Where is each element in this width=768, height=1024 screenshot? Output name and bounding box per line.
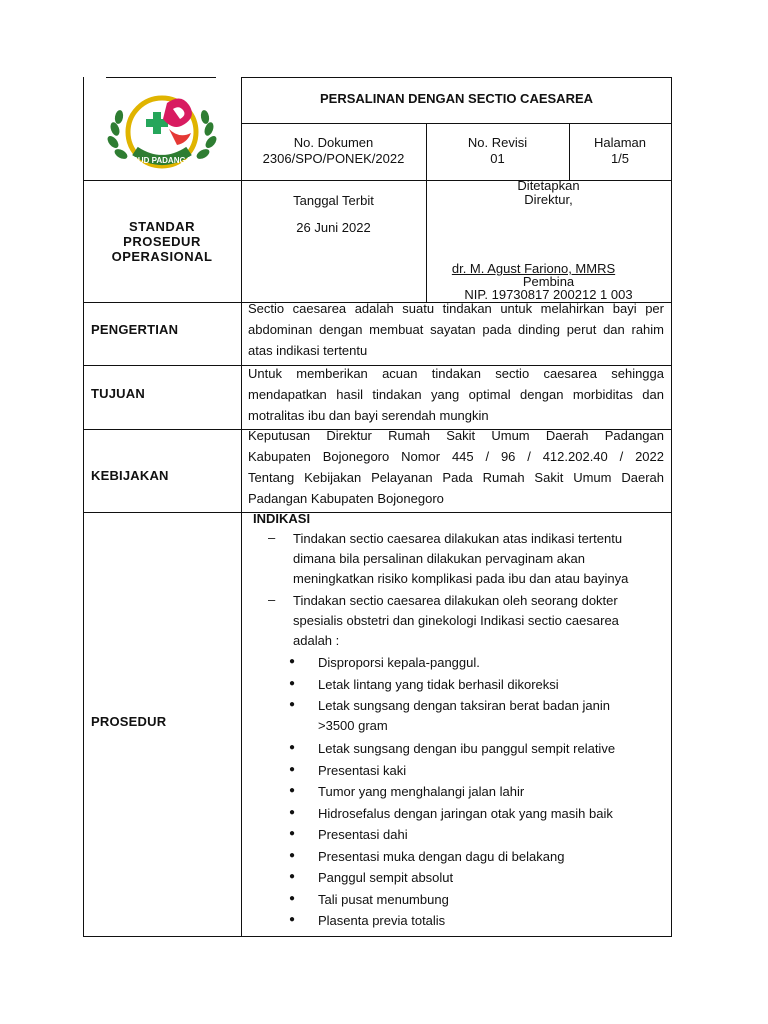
revision-value: 01 — [490, 151, 505, 166]
indikasi-bullet-item — [318, 696, 663, 736]
indikasi-bullet-line: Hidrosefalus dengan jaringan otak yang masih baik — [318, 805, 613, 821]
kebijakan-label: KEBIJAKAN — [91, 468, 169, 483]
indikasi-bullet-line: Tumor yang menghalangi jalan lahir — [318, 784, 525, 799]
indikasi-bullet-line: Letak sungsang dengan ibu panggul sempit relative — [318, 741, 616, 756]
indikasi-paragraph-1 — [293, 529, 663, 589]
indikasi-line: spesialis obstetri dan ginekologi Indikasi sectio caesarea — [293, 613, 619, 628]
pengertian-line: atas indikasi tertentu — [248, 343, 368, 358]
bullet-dot: ● — [289, 849, 296, 861]
director-signature-block — [426, 262, 671, 301]
indikasi-bullet-line: Presentasi kaki — [318, 762, 407, 778]
document-title: PERSALINAN DENGAN SECTIO CAESAREA — [319, 91, 594, 106]
page-cell — [569, 135, 671, 167]
kebijakan-line: Padangan Kabupaten Bojonegoro — [248, 491, 444, 506]
bottom-border — [83, 936, 672, 937]
kebijakan-line: Tentang Kebijakan Pelayanan Pada Rumah Sakit Umum Daerah — [248, 470, 664, 485]
page-label: Halaman — [593, 135, 647, 150]
director-rank: Pembina — [522, 274, 575, 289]
dash-marker: – — [268, 592, 276, 607]
issued-date-label: Tanggal Terbit — [293, 193, 374, 208]
tujuan-label: TUJUAN — [91, 386, 145, 401]
indikasi-bullet-item — [318, 825, 663, 845]
top-border-left-segment — [106, 77, 216, 78]
kebijakan-row-divider — [83, 512, 672, 513]
approval-block — [426, 179, 671, 207]
tujuan-line: Untuk memberikan acuan tindakan sectio caesarea sehingga — [248, 366, 664, 381]
indikasi-bullet-line: Presentasi muka dengan dagu di belakang — [318, 848, 565, 864]
indikasi-bullet-item — [318, 911, 663, 931]
indikasi-bullet-line: Plasenta previa totalis — [318, 913, 446, 928]
bullet-dot: ● — [289, 785, 296, 796]
bullet-dot: ● — [289, 656, 296, 667]
spo-line-3: OPERASIONAL — [111, 249, 213, 264]
director-name: dr. M. Agust Fariono, MMRS — [451, 261, 616, 276]
kebijakan-line: Kabupaten Bojonegoro Nomor 445 / 96 / 412.202.40 / 2022 — [248, 449, 664, 464]
pengertian-label: PENGERTIAN — [91, 322, 179, 337]
indikasi-bullet-line: Panggul sempit absolut — [318, 870, 454, 885]
document-number-value: 2306/SPO/PONEK/2022 — [262, 151, 405, 166]
document-number-cell — [241, 135, 426, 167]
indikasi-line: meningkatkan risiko komplikasi pada ibu dan atau bayinya — [293, 571, 629, 586]
bullet-dot: ● — [289, 828, 296, 839]
indikasi-line: Tindakan sectio caesarea dilakukan atas indikasi tertentu — [293, 531, 623, 546]
bullet-dot: ● — [289, 806, 296, 818]
kebijakan-line: Keputusan Direktur Rumah Sakit Umum Daerah Padangan — [248, 428, 664, 443]
bullet-dot: ● — [289, 892, 296, 904]
document-number-label: No. Dokumen — [293, 135, 374, 150]
approved-line-2: Direktur, — [524, 192, 573, 207]
title-row-divider — [241, 123, 672, 124]
indikasi-bullet-item — [318, 847, 663, 867]
indikasi-bullet-line: Presentasi dahi — [318, 827, 408, 842]
bullet-dot: ● — [289, 699, 296, 710]
approved-line-1: Ditetapkan — [517, 178, 580, 193]
prosedur-label: PROSEDUR — [91, 714, 167, 729]
spo-line-2: PROSEDUR — [123, 234, 201, 249]
director-nip: NIP. 19730817 200212 1 003 — [464, 287, 633, 302]
bullet-dot: ● — [289, 914, 296, 925]
dash-marker: – — [268, 530, 276, 545]
tujuan-line: motralitas ibu dan bayi serendah mungkin — [248, 408, 489, 423]
tujuan-text — [248, 363, 664, 426]
revision-cell — [426, 135, 569, 167]
indikasi-bullet-item — [318, 782, 663, 802]
pengertian-text — [248, 298, 664, 361]
indikasi-bullet-item — [318, 653, 663, 673]
hospital-logo — [103, 87, 223, 172]
indikasi-bullet-line: Disproporsi kepala-panggul. — [318, 655, 480, 670]
left-border — [83, 77, 84, 937]
spo-label — [83, 219, 241, 264]
indikasi-bullet-item — [318, 868, 663, 888]
kebijakan-text — [248, 425, 664, 509]
indikasi-title: INDIKASI — [253, 511, 311, 526]
sop-document-table — [83, 77, 672, 937]
indikasi-line: adalah : — [293, 633, 340, 648]
bullet-dot: ● — [289, 763, 296, 775]
page-value: 1/5 — [610, 151, 630, 166]
revision-label: No. Revisi — [467, 135, 528, 150]
indikasi-bullet-item — [318, 890, 663, 910]
tujuan-line: mendapatkan hasil tindakan yang optimal dengan morbiditas dan — [248, 387, 664, 402]
bullet-dot: ● — [289, 677, 296, 689]
right-border — [671, 77, 672, 937]
indikasi-bullet-line: >3500 gram — [318, 718, 388, 733]
indikasi-line: dimana bila persalinan dilakukan pervaginam akan — [293, 551, 585, 566]
spo-line-1: STANDAR — [128, 219, 196, 234]
issued-date-value: 26 Juni 2022 — [296, 220, 371, 235]
bullet-dot: ● — [289, 742, 296, 753]
top-border — [241, 77, 672, 78]
indikasi-bullet-line: Tali pusat menumbung — [318, 891, 449, 907]
pengertian-line: Sectio caesarea adalah suatu tindakan untuk melahirkan bayi per — [248, 301, 664, 316]
indikasi-bullet-item — [318, 761, 663, 781]
indikasi-bullet-item — [318, 804, 663, 824]
logo-text: RSUD PADANGAN — [126, 156, 198, 165]
indikasi-paragraph-2 — [293, 591, 663, 651]
indikasi-bullet-line: Letak lintang yang tidak berhasil dikoreksi — [318, 676, 559, 692]
indikasi-line: Tindakan sectio caesarea dilakukan oleh seorang dokter — [293, 593, 618, 608]
indikasi-bullet-item — [318, 739, 663, 759]
pengertian-line: abdominan dengan membuat sayatan pada dinding perut dan rahim — [248, 322, 664, 337]
indikasi-bullet-item — [318, 675, 663, 695]
indikasi-bullet-line: Letak sungsang dengan taksiran berat badan janin — [318, 698, 610, 713]
bullet-dot: ● — [289, 871, 296, 882]
